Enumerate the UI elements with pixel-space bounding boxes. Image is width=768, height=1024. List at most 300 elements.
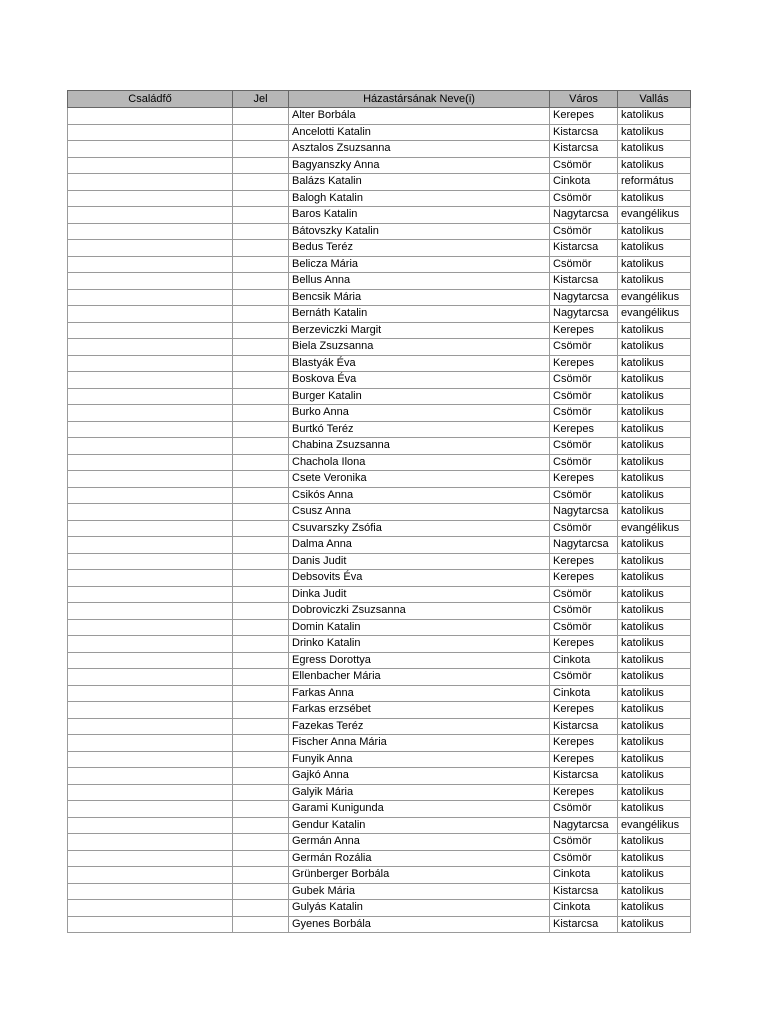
- spouse-name-cell: Bátovszky Katalin: [289, 223, 550, 240]
- religion-cell: katolikus: [618, 256, 691, 273]
- jel-cell: [233, 454, 289, 471]
- table-row: [68, 372, 691, 389]
- city-cell: Csömör: [550, 801, 618, 818]
- table-row: [68, 801, 691, 818]
- religion-cell: katolikus: [618, 718, 691, 735]
- jel-cell: [233, 883, 289, 900]
- city-cell: Kerepes: [550, 636, 618, 653]
- religion-cell: katolikus: [618, 372, 691, 389]
- jel-cell: [233, 537, 289, 554]
- jel-cell: [233, 471, 289, 488]
- jel-cell: [233, 570, 289, 587]
- religion-cell: evangélikus: [618, 306, 691, 323]
- jel-cell: [233, 801, 289, 818]
- spouse-name-cell: Chachola Ilona: [289, 454, 550, 471]
- table-row: [68, 454, 691, 471]
- table-row: [68, 207, 691, 224]
- spouse-name-cell: Belicza Mária: [289, 256, 550, 273]
- table-row: [68, 702, 691, 719]
- spouse-name-cell: Csusz Anna: [289, 504, 550, 521]
- religion-cell: katolikus: [618, 108, 691, 125]
- city-cell: Kerepes: [550, 570, 618, 587]
- table-row: [68, 438, 691, 455]
- spouse-name-cell: Bernáth Katalin: [289, 306, 550, 323]
- spouse-name-cell: Germán Anna: [289, 834, 550, 851]
- religion-cell: katolikus: [618, 570, 691, 587]
- csaladfo-cell: [68, 834, 233, 851]
- csaladfo-cell: [68, 603, 233, 620]
- header-row: [68, 91, 691, 108]
- table-row: [68, 867, 691, 884]
- spouse-name-cell: Burger Katalin: [289, 388, 550, 405]
- jel-cell: [233, 784, 289, 801]
- header-hazastars-neve: Házastársának Neve(i): [289, 91, 550, 108]
- spouse-name-cell: Gubek Mária: [289, 883, 550, 900]
- jel-cell: [233, 603, 289, 620]
- csaladfo-cell: [68, 454, 233, 471]
- religion-cell: katolikus: [618, 900, 691, 917]
- jel-cell: [233, 487, 289, 504]
- table-row: [68, 405, 691, 422]
- city-cell: Kistarcsa: [550, 240, 618, 257]
- spouse-name-cell: Drinko Katalin: [289, 636, 550, 653]
- spouse-name-cell: Garami Kunigunda: [289, 801, 550, 818]
- csaladfo-cell: [68, 471, 233, 488]
- city-cell: Csömör: [550, 669, 618, 686]
- religion-cell: evangélikus: [618, 207, 691, 224]
- jel-cell: [233, 702, 289, 719]
- city-cell: Kerepes: [550, 702, 618, 719]
- religion-cell: katolikus: [618, 421, 691, 438]
- city-cell: Kistarcsa: [550, 883, 618, 900]
- spouse-name-cell: Grünberger Borbála: [289, 867, 550, 884]
- city-cell: Kerepes: [550, 421, 618, 438]
- city-cell: Nagytarcsa: [550, 817, 618, 834]
- csaladfo-cell: [68, 916, 233, 933]
- city-cell: Cinkota: [550, 900, 618, 917]
- csaladfo-cell: [68, 190, 233, 207]
- csaladfo-cell: [68, 421, 233, 438]
- city-cell: Csömör: [550, 586, 618, 603]
- jel-cell: [233, 636, 289, 653]
- jel-cell: [233, 867, 289, 884]
- spouse-name-cell: Egress Dorottya: [289, 652, 550, 669]
- table-row: [68, 339, 691, 356]
- religion-cell: katolikus: [618, 240, 691, 257]
- spouse-name-cell: Blastyák Éva: [289, 355, 550, 372]
- city-cell: Kerepes: [550, 322, 618, 339]
- religion-cell: katolikus: [618, 801, 691, 818]
- city-cell: Kerepes: [550, 471, 618, 488]
- jel-cell: [233, 306, 289, 323]
- spouse-name-cell: Csete Veronika: [289, 471, 550, 488]
- religion-cell: evangélikus: [618, 817, 691, 834]
- religion-cell: református: [618, 174, 691, 191]
- city-cell: Nagytarcsa: [550, 504, 618, 521]
- jel-cell: [233, 273, 289, 290]
- city-cell: Kistarcsa: [550, 141, 618, 158]
- religion-cell: katolikus: [618, 388, 691, 405]
- table-row: [68, 817, 691, 834]
- table-row: [68, 751, 691, 768]
- religion-cell: katolikus: [618, 669, 691, 686]
- religion-cell: katolikus: [618, 355, 691, 372]
- jel-cell: [233, 438, 289, 455]
- csaladfo-cell: [68, 768, 233, 785]
- jel-cell: [233, 685, 289, 702]
- jel-cell: [233, 240, 289, 257]
- spouse-name-cell: Gyenes Borbála: [289, 916, 550, 933]
- city-cell: Kerepes: [550, 735, 618, 752]
- csaladfo-cell: [68, 108, 233, 125]
- religion-cell: katolikus: [618, 438, 691, 455]
- table-row: [68, 174, 691, 191]
- table-row: [68, 652, 691, 669]
- city-cell: Kerepes: [550, 751, 618, 768]
- city-cell: Kerepes: [550, 355, 618, 372]
- spouse-name-cell: Balogh Katalin: [289, 190, 550, 207]
- csaladfo-cell: [68, 867, 233, 884]
- header-jel: Jel: [233, 91, 289, 108]
- csaladfo-cell: [68, 784, 233, 801]
- table-row: [68, 141, 691, 158]
- religion-cell: katolikus: [618, 850, 691, 867]
- city-cell: Csömör: [550, 190, 618, 207]
- city-cell: Csömör: [550, 223, 618, 240]
- jel-cell: [233, 718, 289, 735]
- csaladfo-cell: [68, 685, 233, 702]
- csaladfo-cell: [68, 207, 233, 224]
- csaladfo-cell: [68, 240, 233, 257]
- religion-cell: katolikus: [618, 322, 691, 339]
- csaladfo-cell: [68, 751, 233, 768]
- city-cell: Nagytarcsa: [550, 537, 618, 554]
- religion-cell: katolikus: [618, 883, 691, 900]
- table-row: [68, 471, 691, 488]
- city-cell: Kerepes: [550, 784, 618, 801]
- religion-cell: katolikus: [618, 339, 691, 356]
- city-cell: Csömör: [550, 619, 618, 636]
- table-row: [68, 520, 691, 537]
- csaladfo-cell: [68, 801, 233, 818]
- csaladfo-cell: [68, 372, 233, 389]
- spouse-name-cell: Gulyás Katalin: [289, 900, 550, 917]
- religion-cell: katolikus: [618, 157, 691, 174]
- spouse-name-cell: Boskova Éva: [289, 372, 550, 389]
- table-row: [68, 273, 691, 290]
- table-row: [68, 306, 691, 323]
- table-row: [68, 256, 691, 273]
- spouse-name-cell: Chabina Zsuzsanna: [289, 438, 550, 455]
- csaladfo-cell: [68, 504, 233, 521]
- jel-cell: [233, 322, 289, 339]
- csaladfo-cell: [68, 289, 233, 306]
- spouse-name-cell: Debsovits Éva: [289, 570, 550, 587]
- table-row: [68, 586, 691, 603]
- jel-cell: [233, 768, 289, 785]
- csaladfo-cell: [68, 735, 233, 752]
- jel-cell: [233, 190, 289, 207]
- csaladfo-cell: [68, 141, 233, 158]
- jel-cell: [233, 355, 289, 372]
- jel-cell: [233, 916, 289, 933]
- jel-cell: [233, 339, 289, 356]
- jel-cell: [233, 586, 289, 603]
- jel-cell: [233, 289, 289, 306]
- csaladfo-cell: [68, 619, 233, 636]
- jel-cell: [233, 751, 289, 768]
- table-row: [68, 421, 691, 438]
- csaladfo-cell: [68, 487, 233, 504]
- table-row: [68, 537, 691, 554]
- csaladfo-cell: [68, 124, 233, 141]
- religion-cell: katolikus: [618, 471, 691, 488]
- table-row: [68, 240, 691, 257]
- records-table: [67, 90, 691, 933]
- table-row: [68, 355, 691, 372]
- jel-cell: [233, 124, 289, 141]
- table-row: [68, 619, 691, 636]
- spouse-name-cell: Berzeviczki Margit: [289, 322, 550, 339]
- spouse-name-cell: Dobroviczki Zsuzsanna: [289, 603, 550, 620]
- spouse-name-cell: Fazekas Teréz: [289, 718, 550, 735]
- city-cell: Cinkota: [550, 174, 618, 191]
- spouse-name-cell: Galyik Mária: [289, 784, 550, 801]
- jel-cell: [233, 141, 289, 158]
- csaladfo-cell: [68, 586, 233, 603]
- city-cell: Csömör: [550, 603, 618, 620]
- religion-cell: katolikus: [618, 768, 691, 785]
- jel-cell: [233, 388, 289, 405]
- religion-cell: katolikus: [618, 124, 691, 141]
- csaladfo-cell: [68, 306, 233, 323]
- csaladfo-cell: [68, 438, 233, 455]
- jel-cell: [233, 421, 289, 438]
- csaladfo-cell: [68, 718, 233, 735]
- city-cell: Csömör: [550, 405, 618, 422]
- csaladfo-cell: [68, 702, 233, 719]
- religion-cell: katolikus: [618, 603, 691, 620]
- spouse-name-cell: Farkas Anna: [289, 685, 550, 702]
- spouse-name-cell: Gajkó Anna: [289, 768, 550, 785]
- city-cell: Csömör: [550, 372, 618, 389]
- city-cell: Kistarcsa: [550, 273, 618, 290]
- jel-cell: [233, 157, 289, 174]
- spouse-name-cell: Germán Rozália: [289, 850, 550, 867]
- city-cell: Csömör: [550, 487, 618, 504]
- spouse-name-cell: Ellenbacher Mária: [289, 669, 550, 686]
- table-row: [68, 487, 691, 504]
- spouse-name-cell: Asztalos Zsuzsanna: [289, 141, 550, 158]
- city-cell: Kistarcsa: [550, 718, 618, 735]
- csaladfo-cell: [68, 388, 233, 405]
- csaladfo-cell: [68, 669, 233, 686]
- religion-cell: katolikus: [618, 702, 691, 719]
- csaladfo-cell: [68, 355, 233, 372]
- header-csaladfo: Családfő: [68, 91, 233, 108]
- spouse-name-cell: Dinka Judit: [289, 586, 550, 603]
- spouse-name-cell: Alter Borbála: [289, 108, 550, 125]
- religion-cell: katolikus: [618, 487, 691, 504]
- table-row: [68, 157, 691, 174]
- table-row: [68, 900, 691, 917]
- header-varos: Város: [550, 91, 618, 108]
- csaladfo-cell: [68, 652, 233, 669]
- csaladfo-cell: [68, 537, 233, 554]
- csaladfo-cell: [68, 817, 233, 834]
- religion-cell: katolikus: [618, 190, 691, 207]
- table-row: [68, 190, 691, 207]
- spouse-name-cell: Bencsik Mária: [289, 289, 550, 306]
- religion-cell: katolikus: [618, 685, 691, 702]
- csaladfo-cell: [68, 570, 233, 587]
- spouse-name-cell: Csuvarszky Zsófia: [289, 520, 550, 537]
- jel-cell: [233, 256, 289, 273]
- table-row: [68, 636, 691, 653]
- religion-cell: katolikus: [618, 454, 691, 471]
- religion-cell: katolikus: [618, 141, 691, 158]
- city-cell: Csömör: [550, 520, 618, 537]
- spouse-name-cell: Farkas erzsébet: [289, 702, 550, 719]
- city-cell: Nagytarcsa: [550, 207, 618, 224]
- csaladfo-cell: [68, 553, 233, 570]
- city-cell: Kistarcsa: [550, 124, 618, 141]
- jel-cell: [233, 652, 289, 669]
- csaladfo-cell: [68, 405, 233, 422]
- spouse-name-cell: Fischer Anna Mária: [289, 735, 550, 752]
- religion-cell: katolikus: [618, 751, 691, 768]
- table-row: [68, 718, 691, 735]
- spouse-name-cell: Ancelotti Katalin: [289, 124, 550, 141]
- city-cell: Kerepes: [550, 108, 618, 125]
- spouse-name-cell: Baros Katalin: [289, 207, 550, 224]
- jel-cell: [233, 108, 289, 125]
- table-row: [68, 289, 691, 306]
- religion-cell: katolikus: [618, 784, 691, 801]
- csaladfo-cell: [68, 322, 233, 339]
- religion-cell: katolikus: [618, 916, 691, 933]
- jel-cell: [233, 174, 289, 191]
- spouse-name-cell: Bedus Teréz: [289, 240, 550, 257]
- csaladfo-cell: [68, 883, 233, 900]
- religion-cell: katolikus: [618, 636, 691, 653]
- jel-cell: [233, 372, 289, 389]
- csaladfo-cell: [68, 174, 233, 191]
- table-row: [68, 388, 691, 405]
- csaladfo-cell: [68, 900, 233, 917]
- table-row: [68, 685, 691, 702]
- religion-cell: katolikus: [618, 652, 691, 669]
- city-cell: Csömör: [550, 834, 618, 851]
- religion-cell: evangélikus: [618, 289, 691, 306]
- religion-cell: katolikus: [618, 619, 691, 636]
- jel-cell: [233, 669, 289, 686]
- jel-cell: [233, 817, 289, 834]
- csaladfo-cell: [68, 256, 233, 273]
- city-cell: Cinkota: [550, 652, 618, 669]
- religion-cell: katolikus: [618, 405, 691, 422]
- csaladfo-cell: [68, 273, 233, 290]
- jel-cell: [233, 735, 289, 752]
- table-row: [68, 735, 691, 752]
- religion-cell: katolikus: [618, 504, 691, 521]
- table-row: [68, 504, 691, 521]
- spouse-name-cell: Gendur Katalin: [289, 817, 550, 834]
- spouse-name-cell: Biela Zsuzsanna: [289, 339, 550, 356]
- city-cell: Cinkota: [550, 685, 618, 702]
- spouse-name-cell: Burko Anna: [289, 405, 550, 422]
- csaladfo-cell: [68, 636, 233, 653]
- jel-cell: [233, 405, 289, 422]
- table-row: [68, 322, 691, 339]
- city-cell: Nagytarcsa: [550, 289, 618, 306]
- table-row: [68, 834, 691, 851]
- table-row: [68, 570, 691, 587]
- jel-cell: [233, 504, 289, 521]
- city-cell: Cinkota: [550, 867, 618, 884]
- table-row: [68, 883, 691, 900]
- jel-cell: [233, 207, 289, 224]
- jel-cell: [233, 900, 289, 917]
- header-vallas: Vallás: [618, 91, 691, 108]
- city-cell: Csömör: [550, 256, 618, 273]
- religion-cell: katolikus: [618, 735, 691, 752]
- jel-cell: [233, 619, 289, 636]
- spouse-name-cell: Csikós Anna: [289, 487, 550, 504]
- city-cell: Kistarcsa: [550, 768, 618, 785]
- table-row: [68, 108, 691, 125]
- religion-cell: katolikus: [618, 586, 691, 603]
- spouse-name-cell: Bellus Anna: [289, 273, 550, 290]
- table-row: [68, 603, 691, 620]
- table-row: [68, 124, 691, 141]
- city-cell: Kerepes: [550, 553, 618, 570]
- religion-cell: katolikus: [618, 834, 691, 851]
- jel-cell: [233, 553, 289, 570]
- spouse-name-cell: Domin Katalin: [289, 619, 550, 636]
- city-cell: Csömör: [550, 339, 618, 356]
- table-body: [68, 108, 691, 933]
- csaladfo-cell: [68, 850, 233, 867]
- city-cell: Nagytarcsa: [550, 306, 618, 323]
- religion-cell: katolikus: [618, 537, 691, 554]
- spouse-name-cell: Bagyanszky Anna: [289, 157, 550, 174]
- city-cell: Csömör: [550, 157, 618, 174]
- csaladfo-cell: [68, 339, 233, 356]
- table-row: [68, 850, 691, 867]
- city-cell: Csömör: [550, 850, 618, 867]
- religion-cell: katolikus: [618, 553, 691, 570]
- csaladfo-cell: [68, 223, 233, 240]
- city-cell: Csömör: [550, 388, 618, 405]
- table-row: [68, 784, 691, 801]
- jel-cell: [233, 850, 289, 867]
- table-row: [68, 916, 691, 933]
- religion-cell: katolikus: [618, 273, 691, 290]
- table-row: [68, 669, 691, 686]
- spouse-name-cell: Balázs Katalin: [289, 174, 550, 191]
- table-row: [68, 768, 691, 785]
- table-row: [68, 223, 691, 240]
- spouse-name-cell: Danis Judit: [289, 553, 550, 570]
- jel-cell: [233, 520, 289, 537]
- city-cell: Csömör: [550, 438, 618, 455]
- spouse-name-cell: Burtkó Teréz: [289, 421, 550, 438]
- spouse-name-cell: Funyik Anna: [289, 751, 550, 768]
- spouse-name-cell: Dalma Anna: [289, 537, 550, 554]
- table-row: [68, 553, 691, 570]
- jel-cell: [233, 223, 289, 240]
